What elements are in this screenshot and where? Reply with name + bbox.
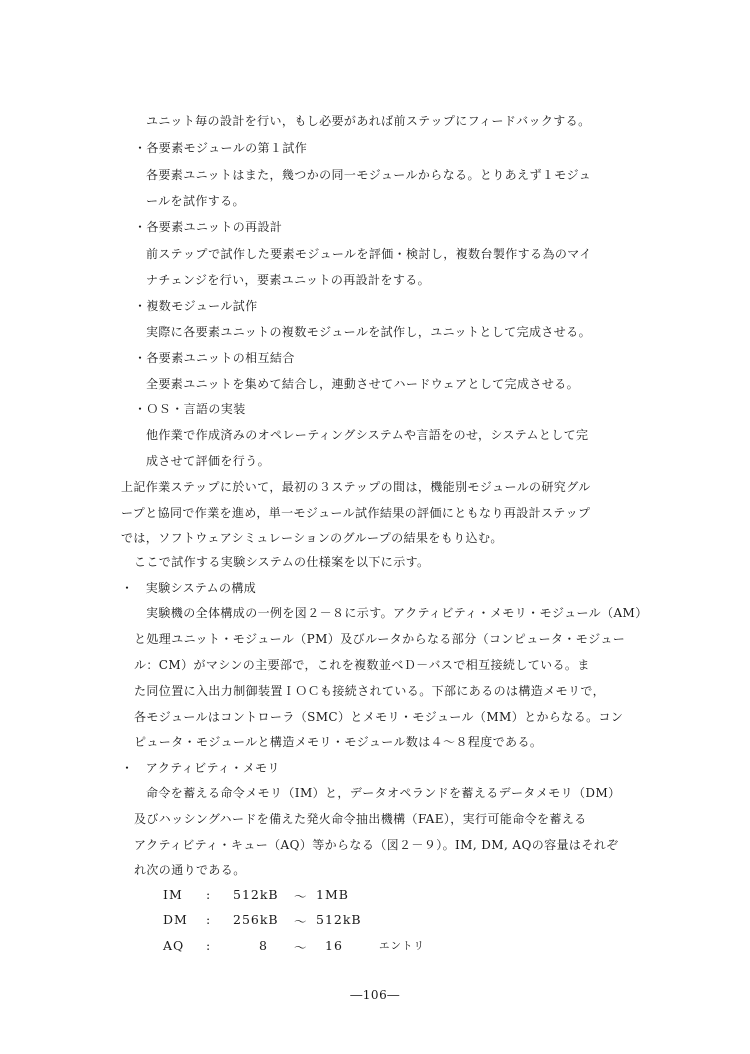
text-line: ユニット毎の設計を行い，もし必要があれば前ステップにフィードバックする。 — [146, 114, 591, 128]
text-line: ープと協同で作業を進め，単一モジュール試作結果の評価にともなり再設計ステップ — [121, 506, 591, 520]
spec-min: 512kB — [233, 887, 279, 902]
text-line: ナチェンジを行い，要素ユニットの再設計をする。 — [146, 273, 431, 287]
text-line: 命令を蓄える命令メモリ（IM）と，データオペランドを蓄えるデータメモリ（DM） — [146, 786, 621, 800]
spec-unit: エントリ — [379, 940, 425, 952]
spec-tilde: ～ — [294, 940, 308, 955]
text-line: 前ステップで試作した要素モジュールを評価・検討し，複数台製作する為のマイ — [146, 247, 592, 261]
bullet-heading: ・各要素ユニットの再設計 — [134, 220, 283, 234]
spec-name: IM — [163, 887, 183, 902]
spec-min: 8 — [259, 938, 268, 953]
page-number: ―106― — [350, 988, 400, 1002]
bullet-heading: ・各要素ユニットの相互結合 — [134, 351, 295, 365]
spec-max: 16 — [325, 938, 343, 953]
spec-sep: : — [206, 887, 212, 902]
bullet-heading: ・各要素モジュールの第１試作 — [134, 141, 308, 155]
text-line: 全要素ユニットを集めて結合し，連動させてハードウェアとして完成させる。 — [146, 377, 580, 391]
spec-max: 512kB — [316, 912, 362, 927]
text-line: 各要素ユニットはまた，幾つかの同一モジュールからなる。とりあえず１モジュ — [146, 168, 592, 182]
text-line: ル：CM）がマシンの主要部で，これを複数並べＤ－バスで相互接続している。ま — [134, 658, 590, 672]
text-line: 及びハッシングハードを備えた発火命令抽出機構（FAE），実行可能命令を蓄える — [134, 812, 587, 826]
section-heading: ・ アクティビティ・メモリ — [121, 761, 280, 775]
section-heading: ・ 実験システムの構成 — [121, 581, 257, 595]
text-line: では，ソフトウェアシミュレーションのグループの結果をもり込む。 — [121, 531, 503, 545]
spec-min: 256kB — [233, 912, 279, 927]
text-line: 実際に各要素ユニットの複数モジュールを試作し，ユニットとして完成させる。 — [146, 325, 591, 339]
text-line: 各モジュールはコントローラ（SMC）とメモリ・モジュール（MM）とからなる。コン — [134, 710, 624, 724]
spec-name: AQ — [163, 938, 185, 953]
text-line: 上記作業ステップに於いて，最初の３ステップの間は，機能別モジュールの研究グル — [121, 480, 591, 494]
spec-max: 1MB — [316, 887, 349, 902]
text-line: と処理ユニット・モジュール（PM）及びルータからなる部分（コンピュータ・モジュー — [134, 632, 626, 646]
spec-sep: : — [206, 938, 212, 953]
text-line: た同位置に入出力制御装置ＩＯＣも接続されている。下部にあるのは構造メモリで， — [134, 684, 605, 698]
spec-sep: : — [206, 912, 212, 927]
text-line: ピュータ・モジュールと構造メモリ・モジュール数は４～８程度である。 — [134, 735, 543, 749]
spec-tilde: ～ — [294, 914, 308, 929]
bullet-heading: ・複数モジュール試作 — [134, 299, 258, 313]
text-line: れ次の通りである。 — [134, 863, 246, 877]
text-line: 他作業で作成済みのオペレーティングシステムや言語をのせ，システムとして完 — [146, 428, 589, 442]
text-line: 実験機の全体構成の一例を図２－８に示す。アクティビティ・メモリ・モジュール（AM） — [146, 606, 648, 620]
text-line: ールを試作する。 — [146, 194, 245, 208]
text-line: ここで試作する実験システムの仕様案を以下に示す。 — [134, 555, 430, 569]
bullet-heading: ・ＯＳ・言語の実装 — [134, 402, 246, 416]
text-line: 成させて評価を行う。 — [146, 454, 271, 468]
spec-tilde: ～ — [294, 889, 308, 904]
text-line: アクティビティ・キュー（AQ）等からなる（図２－９）。IM, DM, AQの容量はそれぞ — [134, 838, 619, 852]
spec-name: DM — [163, 912, 188, 927]
